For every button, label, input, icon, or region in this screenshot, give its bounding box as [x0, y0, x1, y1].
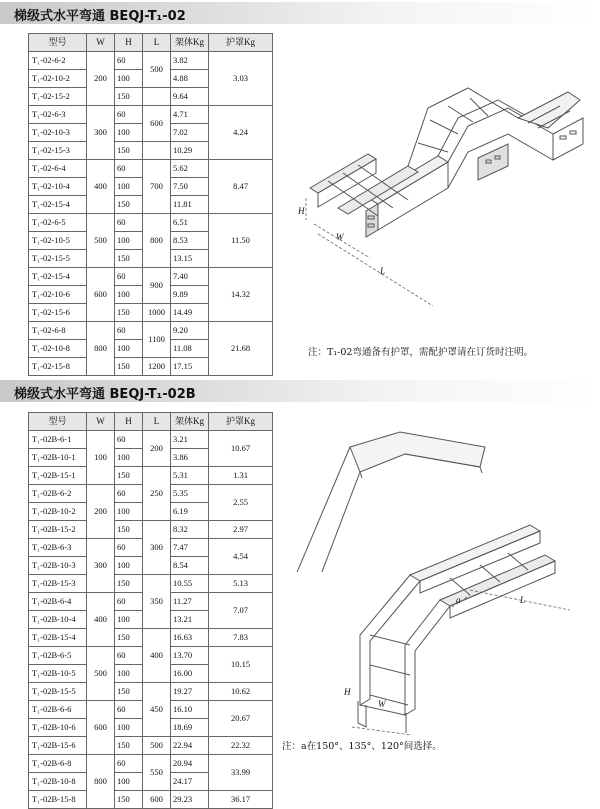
length-cell — [143, 142, 171, 160]
cover-weight-cell: 11.50 — [209, 214, 273, 268]
section2-header-band — [0, 380, 600, 402]
model-cell: T₁-02-6-5 — [29, 214, 87, 232]
model-cell: T₁-02B-10-2 — [29, 503, 87, 521]
model-cell: T₁-02B-6-5 — [29, 647, 87, 665]
body-weight-cell: 13.70 — [171, 647, 209, 665]
width-cell: 400 — [87, 160, 115, 214]
model-cell: T₁-02B-15-5 — [29, 683, 87, 701]
table-row — [29, 268, 273, 286]
body-weight-cell: 19.27 — [171, 683, 209, 701]
section2-title: 梯级式水平弯通 BEQJ-T₁-02B — [14, 387, 196, 402]
body-weight-cell: 8.32 — [171, 521, 209, 539]
table-row — [29, 575, 273, 593]
column-header: 型号 — [29, 34, 87, 52]
height-cell: 150 — [115, 88, 143, 106]
table-row — [29, 52, 273, 70]
model-cell: T₁-02-10-8 — [29, 340, 87, 358]
length-cell: 1100 — [143, 322, 171, 358]
length-cell: 500 — [143, 737, 171, 755]
body-weight-cell: 16.63 — [171, 629, 209, 647]
cover-weight-cell: 36.17 — [209, 791, 273, 809]
width-cell: 500 — [87, 214, 115, 268]
cover-weight-cell: 33.99 — [209, 755, 273, 791]
body-weight-cell: 17.15 — [171, 358, 209, 376]
width-cell: 200 — [87, 485, 115, 539]
height-cell: 100 — [115, 611, 143, 629]
model-cell: T₁-02-15-6 — [29, 304, 87, 322]
length-cell: 450 — [143, 683, 171, 737]
body-weight-cell: 13.21 — [171, 611, 209, 629]
table-row — [29, 106, 273, 124]
section1-elbow-drawing — [298, 48, 588, 338]
cover-weight-cell: 5.13 — [209, 575, 273, 593]
length-cell — [143, 88, 171, 106]
cover-weight-cell: 22.32 — [209, 737, 273, 755]
table-header-row — [29, 413, 273, 431]
height-cell: 100 — [115, 232, 143, 250]
height-cell: 60 — [115, 268, 143, 286]
column-header: H — [115, 34, 143, 52]
height-cell: 60 — [115, 214, 143, 232]
width-cell: 100 — [87, 431, 115, 485]
body-weight-cell: 8.54 — [171, 557, 209, 575]
length-cell: 300 — [143, 521, 171, 575]
length-cell: 600 — [143, 791, 171, 809]
body-weight-cell: 10.29 — [171, 142, 209, 160]
column-header: L — [143, 413, 171, 431]
width-cell: 800 — [87, 755, 115, 809]
width-cell: 500 — [87, 647, 115, 701]
body-weight-cell: 11.08 — [171, 340, 209, 358]
body-weight-cell: 4.88 — [171, 70, 209, 88]
body-weight-cell: 18.69 — [171, 719, 209, 737]
column-header: L — [143, 34, 171, 52]
model-cell: T₁-02B-10-5 — [29, 665, 87, 683]
height-cell: 150 — [115, 791, 143, 809]
height-cell: 150 — [115, 737, 143, 755]
table-row — [29, 521, 273, 539]
body-weight-cell: 3.86 — [171, 449, 209, 467]
length-cell: 900 — [143, 268, 171, 304]
cover-weight-cell: 14.32 — [209, 268, 273, 322]
cover-weight-cell: 10.62 — [209, 683, 273, 701]
height-cell: 150 — [115, 250, 143, 268]
height-cell: 60 — [115, 160, 143, 178]
table-row — [29, 791, 273, 809]
length-cell: 400 — [143, 629, 171, 683]
length-cell: 350 — [143, 575, 171, 629]
body-weight-cell: 14.49 — [171, 304, 209, 322]
model-cell: T₁-02B-6-6 — [29, 701, 87, 719]
table-row — [29, 755, 273, 773]
model-cell: T₁-02-10-2 — [29, 70, 87, 88]
table-row — [29, 431, 273, 449]
model-cell: T₁-02-15-2 — [29, 88, 87, 106]
body-weight-cell: 10.55 — [171, 575, 209, 593]
cover-weight-cell: 4.24 — [209, 106, 273, 160]
cover-weight-cell: 2.97 — [209, 521, 273, 539]
column-header: H — [115, 413, 143, 431]
model-cell: T₁-02B-15-3 — [29, 575, 87, 593]
cover-weight-cell: 3.03 — [209, 52, 273, 106]
section1-title: 梯级式水平弯通 BEQJ-T₁-02 — [14, 9, 186, 24]
model-cell: T₁-02-10-3 — [29, 124, 87, 142]
body-weight-cell: 9.20 — [171, 322, 209, 340]
body-weight-cell: 16.00 — [171, 665, 209, 683]
body-weight-cell: 13.15 — [171, 250, 209, 268]
length-cell: 800 — [143, 214, 171, 268]
section1-spec-table — [28, 33, 273, 376]
section1-header-band — [0, 2, 600, 24]
height-cell: 60 — [115, 431, 143, 449]
body-weight-cell: 11.27 — [171, 593, 209, 611]
width-cell: 200 — [87, 52, 115, 106]
body-weight-cell: 6.51 — [171, 214, 209, 232]
dim-h-label: H — [298, 206, 305, 216]
model-cell: T₁-02-10-6 — [29, 286, 87, 304]
column-header: 架体Kg — [171, 34, 209, 52]
model-cell: T₁-02B-15-2 — [29, 521, 87, 539]
model-cell: T₁-02-6-8 — [29, 322, 87, 340]
model-cell: T₁-02-6-2 — [29, 52, 87, 70]
cover-weight-cell: 1.31 — [209, 467, 273, 485]
length-cell: 600 — [143, 106, 171, 142]
height-cell: 100 — [115, 124, 143, 142]
height-cell: 60 — [115, 485, 143, 503]
height-cell: 150 — [115, 196, 143, 214]
model-cell: T₁-02-15-5 — [29, 250, 87, 268]
column-header: 护罩Kg — [209, 34, 273, 52]
dim-w-label: W — [378, 699, 386, 709]
height-cell: 100 — [115, 719, 143, 737]
section2-elbow-drawing — [330, 495, 590, 735]
height-cell: 100 — [115, 340, 143, 358]
model-cell: T₁-02-15-3 — [29, 142, 87, 160]
model-cell: T₁-02B-6-1 — [29, 431, 87, 449]
body-weight-cell: 5.35 — [171, 485, 209, 503]
table-row — [29, 214, 273, 232]
width-cell: 400 — [87, 593, 115, 647]
table-row — [29, 683, 273, 701]
body-weight-cell: 3.21 — [171, 431, 209, 449]
body-weight-cell: 5.62 — [171, 160, 209, 178]
dim-l-label: L — [380, 266, 386, 276]
body-weight-cell: 9.89 — [171, 286, 209, 304]
cover-weight-cell: 2.55 — [209, 485, 273, 521]
body-weight-cell: 11.81 — [171, 196, 209, 214]
table-row — [29, 737, 273, 755]
dim-l-label: L — [520, 595, 526, 605]
cover-weight-cell: 4.54 — [209, 539, 273, 575]
model-cell: T₁-02B-6-4 — [29, 593, 87, 611]
section2-note: 注：a在150°、135°、120°间选择。 — [282, 741, 442, 752]
length-cell: 500 — [143, 52, 171, 88]
body-weight-cell: 22.94 — [171, 737, 209, 755]
body-weight-cell: 7.40 — [171, 268, 209, 286]
height-cell: 150 — [115, 683, 143, 701]
width-cell: 600 — [87, 701, 115, 755]
height-cell: 100 — [115, 286, 143, 304]
body-weight-cell: 7.02 — [171, 124, 209, 142]
model-cell: T₁-02B-10-4 — [29, 611, 87, 629]
body-weight-cell: 9.64 — [171, 88, 209, 106]
width-cell: 800 — [87, 322, 115, 376]
height-cell: 60 — [115, 593, 143, 611]
height-cell: 100 — [115, 503, 143, 521]
height-cell: 100 — [115, 773, 143, 791]
model-cell: T₁-02B-15-8 — [29, 791, 87, 809]
height-cell: 100 — [115, 449, 143, 467]
length-cell: 700 — [143, 160, 171, 214]
cover-weight-cell: 7.83 — [209, 629, 273, 647]
table-row — [29, 467, 273, 485]
height-cell: 150 — [115, 467, 143, 485]
body-weight-cell: 5.31 — [171, 467, 209, 485]
model-cell: T₁-02B-15-1 — [29, 467, 87, 485]
cover-weight-cell: 10.15 — [209, 647, 273, 683]
height-cell: 60 — [115, 701, 143, 719]
body-weight-cell: 6.19 — [171, 503, 209, 521]
height-cell: 60 — [115, 755, 143, 773]
model-cell: T₁-02B-6-2 — [29, 485, 87, 503]
column-header: 型号 — [29, 413, 87, 431]
model-cell: T₁-02B-6-3 — [29, 539, 87, 557]
height-cell: 150 — [115, 521, 143, 539]
model-cell: T₁-02-10-5 — [29, 232, 87, 250]
height-cell: 150 — [115, 629, 143, 647]
height-cell: 60 — [115, 106, 143, 124]
width-cell: 300 — [87, 539, 115, 593]
section2-spec-table — [28, 412, 273, 809]
model-cell: T₁-02B-10-6 — [29, 719, 87, 737]
body-weight-cell: 29.23 — [171, 791, 209, 809]
height-cell: 150 — [115, 575, 143, 593]
height-cell: 150 — [115, 304, 143, 322]
height-cell: 60 — [115, 322, 143, 340]
length-cell: 200 — [143, 431, 171, 467]
model-cell: T₁-02-15-4 — [29, 196, 87, 214]
body-weight-cell: 8.53 — [171, 232, 209, 250]
model-cell: T₁-02-15-8 — [29, 358, 87, 376]
height-cell: 100 — [115, 178, 143, 196]
dim-w-label: W — [336, 232, 344, 242]
height-cell: 60 — [115, 52, 143, 70]
column-header: W — [87, 34, 115, 52]
column-header: W — [87, 413, 115, 431]
model-cell: T₁-02B-6-8 — [29, 755, 87, 773]
model-cell: T₁-02-15-4 — [29, 268, 87, 286]
width-cell: 300 — [87, 106, 115, 160]
body-weight-cell: 24.17 — [171, 773, 209, 791]
height-cell: 100 — [115, 557, 143, 575]
cover-weight-cell: 10.67 — [209, 431, 273, 467]
length-cell: 250 — [143, 467, 171, 521]
column-header: 护罩Kg — [209, 413, 273, 431]
height-cell: 100 — [115, 665, 143, 683]
length-cell: 1200 — [143, 358, 171, 376]
model-cell: T₁-02-10-4 — [29, 178, 87, 196]
model-cell: T₁-02B-15-4 — [29, 629, 87, 647]
width-cell: 600 — [87, 268, 115, 322]
body-weight-cell: 4.71 — [171, 106, 209, 124]
table-header-row — [29, 34, 273, 52]
height-cell: 60 — [115, 539, 143, 557]
body-weight-cell: 3.82 — [171, 52, 209, 70]
table-row — [29, 629, 273, 647]
length-cell: 550 — [143, 755, 171, 791]
column-header: 架体Kg — [171, 413, 209, 431]
section1-note: 注：T₁-02弯通备有护罩，需配护罩请在订货时注明。 — [308, 347, 533, 358]
model-cell: T₁-02-6-4 — [29, 160, 87, 178]
dim-a-label: a — [456, 595, 461, 605]
cover-weight-cell: 8.47 — [209, 160, 273, 214]
cover-weight-cell: 20.67 — [209, 701, 273, 737]
body-weight-cell: 7.50 — [171, 178, 209, 196]
body-weight-cell: 16.10 — [171, 701, 209, 719]
height-cell: 100 — [115, 70, 143, 88]
body-weight-cell: 7.47 — [171, 539, 209, 557]
model-cell: T₁-02B-10-1 — [29, 449, 87, 467]
cover-weight-cell: 7.07 — [209, 593, 273, 629]
height-cell: 150 — [115, 142, 143, 160]
model-cell: T₁-02-6-3 — [29, 106, 87, 124]
height-cell: 150 — [115, 358, 143, 376]
dim-h-label: H — [344, 687, 351, 697]
table-row — [29, 322, 273, 340]
height-cell: 60 — [115, 647, 143, 665]
model-cell: T₁-02B-10-3 — [29, 557, 87, 575]
model-cell: T₁-02B-10-8 — [29, 773, 87, 791]
model-cell: T₁-02B-15-6 — [29, 737, 87, 755]
length-cell: 1000 — [143, 304, 171, 322]
cover-weight-cell: 21.68 — [209, 322, 273, 376]
body-weight-cell: 20.94 — [171, 755, 209, 773]
table-row — [29, 160, 273, 178]
